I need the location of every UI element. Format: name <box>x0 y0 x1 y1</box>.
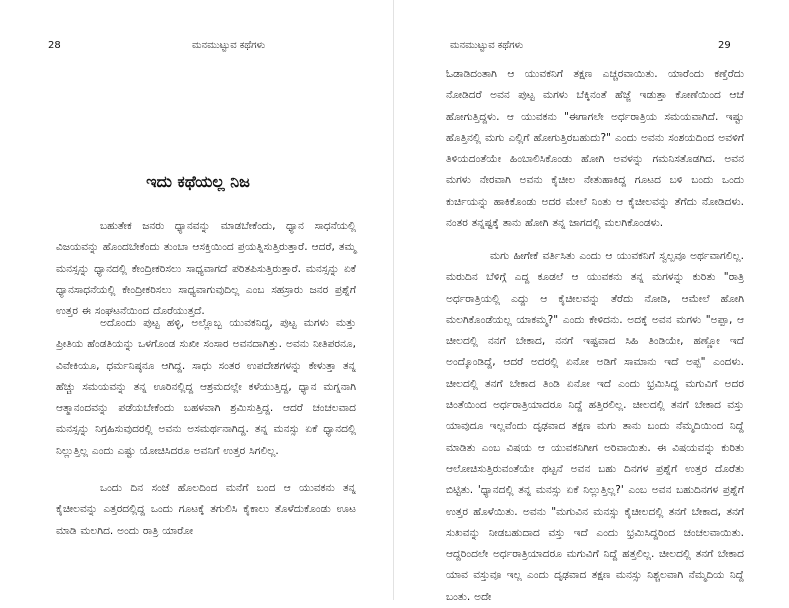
chapter-title: ಇದು ಕಥೆಯಲ್ಲ ನಿಜ <box>146 172 250 191</box>
left-page-number: 28 <box>48 40 61 51</box>
right-running-header: ಮನಮುಟ್ಟುವ ಕಥೆಗಳು <box>450 40 524 51</box>
left-paragraph-3: ಒಂದು ದಿನ ಸಂಜೆ ಹೊಲದಿಂದ ಮನೆಗೆ ಬಂದ ಆ ಯುವಕನು ತನ್ನ ಕೈಚೀಲವನ್ನು ಎತ್ತರದಲ್ಲಿದ್ದ ಒಂದು ಗೂಟಕ್ಕೆ ತಗುಲಿಸಿ ಕೈಕಾಲು ತೊಳೆದುಕೊಂಡು ಊಟ ಮಾಡಿ ಮಲಗಿದ. ಅಂದು ರಾತ್ರಿ ಯಾರೋ <box>56 482 356 537</box>
right-page <box>394 0 789 603</box>
left-paragraph-1: ಬಹುತೇಕ ಜನರು ಧ್ಯಾನವನ್ನು ಮಾಡಬೇಕೆಂದು, ಧ್ಯಾನ ಸಾಧನೆಯಲ್ಲಿ ವಿಜಯವನ್ನು ಹೊಂದಬೇಕೆಂದು ತುಂಬಾ ಆಸಕ್ತಿಯಿಂದ ಪ್ರಯತ್ನಿಸುತ್ತಿರುತ್ತಾರೆ. ಆದರೆ, ತಮ್ಮ ಮನಸ್ಸನ್ನು ಧ್ಯಾನದಲ್ಲಿ ಕೇಂದ್ರೀಕರಿಸಲು ಸಾಧ್ಯವಾಗದೆ ಪರಿತಪಿಸುತ್ತಿರುತ್ತಾರೆ. ಮನಸ್ಸನ್ನು ಏಕೆ ಧ್ಯಾನಸಾಧನೆಯಲ್ಲಿ ಕೇಂದ್ರೀಕರಿಸಲು ಸಾಧ್ಯವಾಗುವುದಿಲ್ಲ ಎಂಬ ಸಹಸ್ರಾರು ಜನರ ಪ್ರಶ್ನೆಗೆ ಉತ್ತರ ಈ ಸಂಘಟನೆಯಿಂದ ದೊರೆಯುತ್ತದೆ. <box>56 220 356 318</box>
left-paragraph-2: ಅದೊಂದು ಪುಟ್ಟ ಹಳ್ಳಿ, ಅಲ್ಲೊಬ್ಬ ಯುವಕನಿದ್ದ, ಪುಟ್ಟ ಮಗಳು ಮತ್ತು ಪ್ರೀತಿಯ ಹೆಂಡತಿಯನ್ನು ಒಳಗೊಂಡ ಸುಖೀ ಸಂಸಾರ ಅವನದಾಗಿತ್ತು. ಅವನು ನೀತಿಪರನೂ, ವಿವೇಕಿಯೂ, ಧರ್ಮನಿಷ್ಠನೂ ಆಗಿದ್ದ. ಸಾಧು ಸಂತರ ಉಪದೇಶಗಳನ್ನು ಕೇಳುತ್ತಾ ತನ್ನ ಹೆಚ್ಚು ಸಮಯವನ್ನು ತನ್ನ ಊರಿನಲ್ಲಿದ್ದ ಆಶ್ರಮದಲ್ಲೇ ಕಳೆಯುತ್ತಿದ್ದ, ಧ್ಯಾನ ಮಗ್ನನಾಗಿ ಆತ್ಮಾನಂದವನ್ನು ಪಡೆಯಬೇಕೆಂದು ಬಹಳವಾಗಿ ಶ್ರಮಿಸುತ್ತಿದ್ದ. ಆದರೆ ಚಂಚಲವಾದ ಮನಸ್ಸನ್ನು ನಿಗ್ರಹಿಸುವುದರಲ್ಲಿ ಅವನು ಅಸಮರ್ಥನಾಗಿದ್ದ. ತನ್ನ ಮನಸ್ಸು ಏಕೆ ಧ್ಯಾನದಲ್ಲಿ ನಿಲ್ಲುತ್ತಿಲ್ಲ ಎಂದು ಎಷ್ಟು ಯೋಚಿಸಿದರೂ ಅವನಿಗೆ ಉತ್ತರ ಸಿಗಲಿಲ್ಲ. <box>56 317 356 457</box>
right-paragraph-1: ಓಡಾಡಿದಂತಾಗಿ ಆ ಯುವಕನಿಗೆ ತಕ್ಷಣ ಎಚ್ಚರವಾಯಿತು. ಯಾರೆಂದು ಕಣ್ತೆರೆದು ನೋಡಿದರೆ ಅವನ ಪುಟ್ಟ ಮಗಳು ಬೆಕ್ಕಿನಂತೆ ಹೆಜ್ಜೆ ಇಡುತ್ತಾ ಕೋಣೆಯಿಂದ ಆಚೆ ಹೋಗುತ್ತಿದ್ದಳು. ಆ ಯುವಕನು "ಈಗಾಗಲೇ ಅರ್ಧರಾತ್ರಿಯ ಸಮಯವಾಗಿದೆ. ಇಷ್ಟು ಹೊತ್ತಿನಲ್ಲಿ ಮಗು ಎಲ್ಲಿಗೆ ಹೋಗುತ್ತಿರಬಹುದು?" ಎಂದು ಅವನು ಸಂಶಯದಿಂದ ಅವಳಿಗೆ ತಿಳಿಯದಂತೆಯೇ ಹಿಂಬಾಲಿಸಿಕೊಂಡು ಹೋಗಿ ಅವಳನ್ನು ಗಮನಿಸತೊಡಗಿದ. ಅವನ ಮಗಳು ನೇರವಾಗಿ ಅವನು ಕೈಚೀಲ ನೇತುಹಾಕಿದ್ದ ಗೂಟದ ಬಳಿ ಬಂದು ಒಂದು ಕುರ್ಚಿಯನ್ನು ಹಾಕಿಕೊಂಡು ಅದರ ಮೇಲೆ ನಿಂತು ಆ ಕೈಚೀಲವನ್ನು ತೆಗೆದು ನೋಡಿದಳು. ನಂತರ ತನ್ನಷ್ಟಕ್ಕೆ ತಾನು ಹೋಗಿ ತನ್ನ ಜಾಗದಲ್ಲಿ ಮಲಗಿಕೊಂಡಳು. <box>446 68 744 230</box>
right-page-number: 29 <box>718 40 731 51</box>
left-page <box>0 0 394 600</box>
left-running-header: ಮನಮುಟ್ಟುವ ಕಥೆಗಳು <box>192 40 266 51</box>
right-paragraph-2: ಮಗು ಹೀಗೇಕೆ ವರ್ತಿಸಿತು ಎಂದು ಆ ಯುವಕನಿಗೆ ಸ್ವಲ್ಪವೂ ಅರ್ಥವಾಗಲಿಲ್ಲ. ಮರುದಿನ ಬೆಳಿಗ್ಗೆ ಎದ್ದ ಕೂಡಲೆ ಆ ಯುವಕನು ತನ್ನ ಮಗಳನ್ನು ಕುರಿತು "ರಾತ್ರಿ ಅರ್ಧರಾತ್ರಿಯಲ್ಲಿ ಎದ್ದು ಆ ಕೈಚೀಲವನ್ನು ತೆರೆದು ನೋಡಿ, ಆಮೇಲೆ ಹೋಗಿ ಮಲಗಿಕೊಂಡೆಯಲ್ಲ ಯಾಕಮ್ಮ?" ಎಂದು ಕೇಳಿದನು. ಅದಕ್ಕೆ ಅವನ ಮಗಳು "ಅಪ್ಪಾ, ಆ ಚೀಲದಲ್ಲಿ ನನಗೆ ಬೇಕಾದ, ನನಗೆ ಇಷ್ಟವಾದ ಸಿಹಿ ತಿಂಡಿಯೇ, ಹಣ್ಣೋ ಇದೆ ಅಂದ್ಕೊಂಡಿದ್ದೆ, ಆದರೆ ಅದರಲ್ಲಿ ಏನೋ ಅಡಿಗೆ ಸಾಮಾನು ಇದೆ ಅಪ್ಪ" ಎಂದಳು. ಚೀಲದಲ್ಲಿ ತನಗೆ ಬೇಕಾದ ತಿಂಡಿ ಏನೋ ಇದೆ ಎಂದು ಭ್ರಮಿಸಿದ್ದ ಮಗುವಿಗೆ ಅದರ ಚಿಂತೆಯಿಂದ ಅರ್ಧರಾತ್ರಿಯಾದರೂ ನಿದ್ದೆ ಹತ್ತಿರಲಿಲ್ಲ. ಚೀಲದಲ್ಲಿ ತನಗೆ ಬೇಕಾದ ವಸ್ತು ಯಾವುದೂ ಇಲ್ಲವೆಂದು ದೃಢವಾದ ತಕ್ಷಣ ಮಗು ತಾನು ಬಂದು ನೆಮ್ಮದಿಯಿಂದ ನಿದ್ದೆ ಮಾಡಿತು ಎಂಬ ವಿಷಯ ಆ ಯುವಕನಿಗೀಗ ಅರಿವಾಯಿತು. ಈ ವಿಷಯವನ್ನು ಕುರಿತು ಆಲೋಚಿಸುತ್ತಿರುವಂತೆಯೇ ಥಟ್ಟನೆ ಅವನ ಬಹು ದಿನಗಳ ಪ್ರಶ್ನೆಗೆ ಉತ್ತರ ದೊರೆತು ಬಿಟ್ಟಿತು. 'ಧ್ಯಾನದಲ್ಲಿ ತನ್ನ ಮನಸ್ಸು ಏಕೆ ನಿಲ್ಲುತ್ತಿಲ್ಲ?' ಎಂಬ ಅವನ ಬಹುದಿನಗಳ ಪ್ರಶ್ನೆಗೆ ಉತ್ತರ ಹೊಳೆಯಿತು. ಅವನು "ಮಗುವಿನ ಮನಸ್ಸು ಕೈಚೀಲದಲ್ಲಿ ತನಗೆ ಬೇಕಾದ, ತನಗೆ ಸುಖವನ್ನು ನೀಡಬಹುದಾದ ವಸ್ತು ಇದೆ ಎಂದು ಭ್ರಮಿಸಿದ್ದರಿಂದ ಚಂಚಲವಾಯಿತು. ಆದ್ದರಿಂದಲೇ ಅರ್ಧರಾತ್ರಿಯಾದರೂ ಮಗುವಿಗೆ ನಿದ್ದೆ ಹತ್ತಲಿಲ್ಲ. ಚೀಲದಲ್ಲಿ ತನಗೆ ಬೇಕಾದ ಯಾವ ವಸ್ತುವೂ ಇಲ್ಲ ಎಂದು ದೃಢವಾದ ತಕ್ಷಣ ಮನಸ್ಸು ನಿಶ್ಚಲವಾಗಿ ನೆಮ್ಮದಿಯ ನಿದ್ದೆ ಬಂತು. ಅದೇ <box>446 250 744 603</box>
